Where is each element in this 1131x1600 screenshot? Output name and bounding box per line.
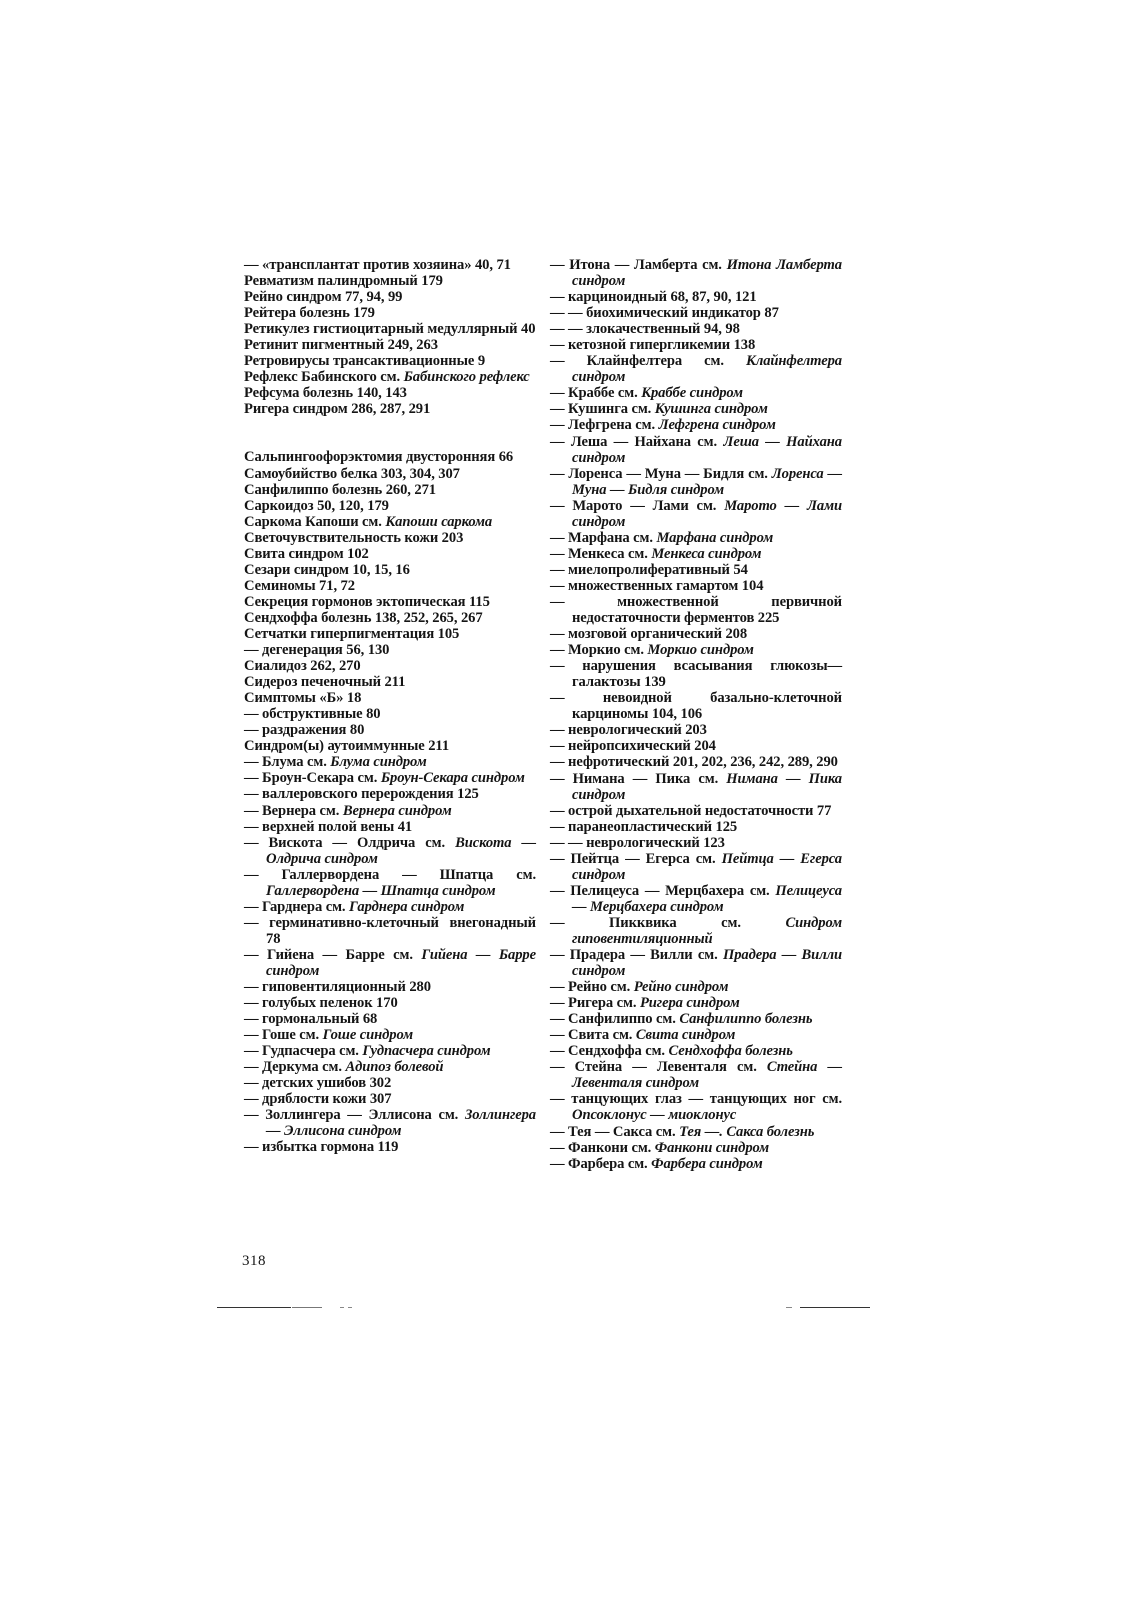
index-entry (550, 1091, 842, 1123)
index-entry (550, 1027, 842, 1043)
index-entry-text: — Краббе см. (550, 385, 642, 402)
index-entry-text: — Пелицеуса — Мерцбахера см. (550, 882, 776, 899)
index-entry (244, 995, 536, 1011)
index-cross-reference: Нимана — Пика синдром (572, 770, 843, 803)
footer-rule-right (800, 1307, 870, 1308)
index-cross-reference: Стейна — Левенталя синдром (572, 1059, 842, 1092)
index-cross-reference: Капоши саркома (385, 513, 493, 530)
index-entry (244, 1075, 536, 1091)
footer-dash-left (348, 1307, 352, 1308)
index-entry-text: — герминативно-клеточный внегонадный 78 (244, 914, 536, 947)
index-entry (550, 578, 842, 594)
index-cross-reference: Марфана синдром (656, 529, 774, 546)
index-entry (244, 482, 536, 498)
index-entry (550, 1124, 842, 1140)
index-entry (550, 819, 842, 835)
index-cross-reference: Опсоклонус — миоклонус (572, 1107, 737, 1124)
index-cross-reference: Итона Ламберта синдром (572, 257, 842, 290)
index-entry (550, 642, 842, 658)
index-entry-text: — паранеопластический 125 (550, 818, 738, 835)
index-entry (244, 369, 536, 385)
index-entry-text: — Галлервордена — Шпатца см. (244, 866, 536, 883)
index-entry-text: Саркома Капоши см. (244, 513, 386, 530)
index-entry-text: Сиалидоз 262, 270 (244, 658, 361, 675)
index-entry-text: — Лефгрена см. (550, 417, 659, 434)
index-entry (244, 738, 536, 754)
index-entry-text: — валлеровского перерождения 125 (244, 786, 479, 803)
index-entry (244, 915, 536, 947)
index-entry-text: Ретикулез гистиоцитарный медуллярный 40 (244, 321, 536, 338)
index-entry (550, 835, 842, 851)
index-cross-reference: Прадера — Вилли синдром (572, 947, 842, 980)
index-entry-text: — Марфана см. (550, 529, 657, 546)
index-entry-text: — Кушинга см. (550, 401, 655, 418)
index-entry (244, 273, 536, 289)
index-entry-text: — Гарднера см. (244, 898, 350, 915)
index-entry (244, 947, 536, 979)
index-entry-text: — мозговой органический 208 (550, 626, 748, 643)
index-entry (244, 562, 536, 578)
index-entry-text: — Сендхоффа см. (550, 1043, 669, 1060)
index-entry-text: — нефротический 201, 202, 236, 242, 289, 290 (550, 754, 838, 771)
index-entry-text: — дряблости кожи 307 (244, 1091, 392, 1108)
index-entry (244, 546, 536, 562)
index-entry (550, 1011, 842, 1027)
index-entry (550, 915, 842, 947)
index-entry (244, 1091, 536, 1107)
index-entry (550, 979, 842, 995)
index-entry (244, 899, 536, 915)
index-entry (550, 803, 842, 819)
index-entry (550, 883, 842, 915)
index-entry (550, 1156, 842, 1172)
index-cross-reference: Лефгрена синдром (658, 417, 776, 434)
index-entry-text: — Клайнфелтера см. (550, 353, 747, 370)
index-entry-text: Ригера синдром 286, 287, 291 (244, 401, 431, 418)
index-entry (244, 835, 536, 867)
index-cross-reference: Леша — Найхана синдром (572, 433, 842, 466)
index-entry-text: — Деркума см. (244, 1059, 346, 1076)
index-entry-text: — обструктивные 80 (244, 706, 381, 723)
index-cross-reference: Краббе синдром (641, 385, 743, 402)
index-entry-text: — множественных гамартом 104 (550, 577, 764, 594)
index-entry-text: — Стейна — Левенталя см. (550, 1059, 767, 1076)
index-cross-reference: Вискота — Олдрича синдром (266, 834, 536, 867)
index-entry (244, 466, 536, 482)
footer-rule-left-fade (292, 1307, 322, 1308)
index-entry-text: — карциноидный 68, 87, 90, 121 (550, 289, 757, 306)
index-cross-reference: Галлервордена — Шпатца синдром (266, 882, 496, 899)
index-entry-text: Рейно синдром 77, 94, 99 (244, 289, 403, 306)
index-entry (244, 1011, 536, 1027)
index-entry (244, 514, 536, 530)
index-entry (550, 417, 842, 433)
index-entry-text: — Пикквика см. (550, 914, 786, 931)
index-cross-reference: Менкеса синдром (651, 545, 762, 562)
index-entry (550, 434, 842, 466)
footer-rule-left (217, 1307, 291, 1308)
index-entry-text: Ретинит пигментный 249, 263 (244, 337, 438, 354)
index-column-left (244, 257, 536, 1156)
index-cross-reference: Моркио синдром (647, 642, 754, 659)
index-cross-reference: Гудпасчера синдром (362, 1043, 491, 1060)
index-entry (550, 690, 842, 722)
index-cross-reference: Кушинга синдром (654, 401, 768, 418)
index-entry (244, 770, 536, 786)
index-entry (550, 321, 842, 337)
index-entry-text: — Гоше см. (244, 1027, 323, 1044)
index-entry (550, 337, 842, 353)
index-cross-reference: Лоренса — Муна — Бидля синдром (572, 465, 842, 498)
index-entry (244, 594, 536, 610)
footer-dash-right (786, 1307, 792, 1308)
index-entry-text: Рейтера болезнь 179 (244, 305, 375, 322)
index-entry-text: Ревматизм палиндромный 179 (244, 273, 443, 290)
index-cross-reference: Тея —. Сакса болезнь (679, 1123, 815, 1140)
index-entry-text: — Золлингера — Эллисона см. (244, 1107, 465, 1124)
index-entry-text: Рефсума болезнь 140, 143 (244, 385, 407, 402)
index-entry-text: — — биохимический индикатор 87 (550, 305, 779, 322)
index-entry-text: — Моркио см. (550, 642, 648, 659)
index-entry-text: — неврологический 203 (550, 722, 707, 739)
index-entry (244, 658, 536, 674)
index-entry-text: — нейропсихический 204 (550, 738, 716, 755)
index-entry (244, 979, 536, 995)
index-entry-text: — голубых пеленок 170 (244, 995, 398, 1012)
index-entry-text: — кетозной гипергликемии 138 (550, 337, 756, 354)
index-entry-text: Самоубийство белка 303, 304, 307 (244, 465, 460, 482)
index-entry (550, 546, 842, 562)
index-cross-reference: Пелицеуса — Мерцбахера синдром (572, 882, 842, 915)
index-cross-reference: Фарбера синдром (651, 1155, 763, 1172)
index-entry (550, 1059, 842, 1091)
index-entry (244, 610, 536, 626)
index-cross-reference: Синдром гиповентиляционный (572, 914, 842, 947)
index-entry (244, 321, 536, 337)
index-cross-reference: Фанкони синдром (654, 1139, 770, 1156)
index-entry-text: Ретровирусы трансактивационные 9 (244, 353, 486, 370)
index-entry-text: — Рейно см. (550, 979, 634, 996)
index-entry (550, 1140, 842, 1156)
index-entry-text: — дегенерация 56, 130 (244, 642, 390, 659)
index-entry-text: — гормональный 68 (244, 1011, 378, 1028)
index-entry (244, 786, 536, 802)
index-entry-text: Синдром(ы) аутоиммунные 211 (244, 738, 450, 755)
index-entry (244, 1139, 536, 1155)
index-entry (550, 594, 842, 626)
index-entry (244, 803, 536, 819)
index-entry (244, 289, 536, 305)
index-entry-text: — избытка гормона 119 (244, 1139, 399, 1156)
index-cross-reference: Ригера синдром (639, 995, 740, 1012)
index-entry (244, 674, 536, 690)
index-cross-reference: Золлингера — Эллисона синдром (266, 1107, 536, 1140)
index-entry (550, 626, 842, 642)
index-entry (244, 626, 536, 642)
index-cross-reference: Бабинского рефлекс (403, 369, 530, 386)
index-entry-text: — «трансплантат против хозяина» 40, 71 (244, 257, 511, 273)
index-entry-text: — Фарбера см. (550, 1155, 652, 1172)
index-entry (550, 305, 842, 321)
index-cross-reference: Сендхоффа болезнь (668, 1043, 793, 1060)
index-entry-text: — Блума см. (244, 754, 331, 771)
index-entry (244, 305, 536, 321)
index-entry (550, 289, 842, 305)
index-entry-text: — Марото — Лами см. (550, 497, 725, 514)
index-cross-reference: Адипоз болевой (345, 1059, 444, 1076)
index-entry-text: — Вернера см. (244, 802, 343, 819)
index-entry (550, 658, 842, 690)
index-entry-text: Светочувствительность кожи 203 (244, 529, 464, 546)
index-entry (550, 1043, 842, 1059)
index-entry (550, 257, 842, 289)
index-entry (550, 498, 842, 530)
index-entry-text: Сетчатки гиперпигментация 105 (244, 625, 460, 642)
index-entry (244, 1043, 536, 1059)
index-entry (244, 385, 536, 401)
index-cross-reference: Гийена — Барре синдром (266, 946, 537, 979)
index-entry (550, 385, 842, 401)
index-entry-text: — Леша — Найхана см. (550, 433, 724, 450)
index-entry-text: — Пейтца — Егерса см. (550, 850, 722, 867)
index-cross-reference: Пейтца — Егерса синдром (572, 850, 842, 883)
index-entry (244, 706, 536, 722)
index-entry-text: — нарушения всасывания глюкозы—галактозы 139 (550, 658, 842, 691)
index-entry-text: Свита синдром 102 (244, 545, 369, 562)
index-entry-text: — раздражения 80 (244, 722, 365, 739)
index-entry-text: Рефлекс Бабинского см. (244, 369, 404, 386)
index-entry-text: Сальпингоофорэктомия двусторонняя 66 (244, 449, 514, 466)
index-entry-text: — Броун-Секара см. (244, 770, 381, 787)
index-cross-reference: Свита синдром (635, 1027, 736, 1044)
index-entry-text: Сидероз печеночный 211 (244, 674, 406, 691)
index-entry (550, 530, 842, 546)
index-entry-text: — детских ушибов 302 (244, 1075, 392, 1092)
index-entry (550, 754, 842, 770)
index-entry (244, 257, 536, 273)
index-cross-reference: Рейно синдром (633, 979, 729, 996)
index-column-right (550, 257, 842, 1172)
index-entry (550, 401, 842, 417)
index-entry-text: — — неврологический 123 (550, 834, 725, 851)
index-cross-reference: Броун-Секара синдром (380, 770, 525, 787)
index-entry-text: — Санфилиппо см. (550, 1011, 680, 1028)
index-entry (244, 722, 536, 738)
index-entry-text: — Фанкони см. (550, 1139, 655, 1156)
index-entry-text: — множественной первичной недостаточности ферментов 225 (550, 593, 842, 627)
index-entry-text: — верхней полой вены 41 (244, 818, 413, 835)
index-cross-reference: Марото — Лами синдром (572, 497, 842, 530)
index-entry-text: — Гийена — Барре см. (244, 946, 422, 963)
index-entry (244, 530, 536, 546)
index-entry-text: — миелопролиферативный 54 (550, 561, 748, 578)
index-entry-text: — острой дыхательной недостаточности 77 (550, 802, 832, 819)
index-entry-text: — Нимана — Пика см. (550, 770, 727, 787)
index-entry-text: — Итона — Ламберта см. (550, 257, 727, 273)
index-cross-reference: Вернера синдром (342, 802, 452, 819)
index-entry (244, 337, 536, 353)
index-entry (244, 642, 536, 658)
index-entry (550, 738, 842, 754)
index-entry (244, 867, 536, 899)
index-entry-text: — Прадера — Вилли см. (550, 947, 723, 964)
page-number: 318 (242, 1253, 266, 1269)
index-entry (244, 690, 536, 706)
index-cross-reference: Блума синдром (330, 754, 427, 771)
index-entry-text: Секреция гормонов эктопическая 115 (244, 593, 490, 610)
index-entry-text: — гиповентиляционный 280 (244, 979, 431, 996)
index-entry (550, 466, 842, 498)
index-entry (550, 353, 842, 385)
index-entry-text: Семиномы 71, 72 (244, 577, 355, 594)
index-entry-text: Саркоидоз 50, 120, 179 (244, 497, 389, 514)
index-entry-text: — невоидной базально-клеточной карциномы 104, 106 (550, 690, 842, 723)
index-entry-text: Симптомы «Б» 18 (244, 690, 362, 707)
index-entry-text: Сезари синдром 10, 15, 16 (244, 561, 410, 578)
index-entry (244, 754, 536, 770)
index-entry-text: — Свита см. (550, 1027, 636, 1044)
index-entry-text: — Менкеса см. (550, 545, 652, 562)
index-entry-text: — Лоренса — Муна — Бидля см. (550, 465, 772, 482)
index-entry-text: — — злокачественный 94, 98 (550, 321, 740, 338)
index-entry (244, 449, 536, 465)
index-entry-text: — Гудпасчера см. (244, 1043, 363, 1060)
index-cross-reference: Гоше синдром (322, 1027, 414, 1044)
letter-section-gap (244, 417, 536, 449)
index-entry (244, 819, 536, 835)
index-cross-reference: Клайнфелтера синдром (572, 353, 842, 386)
index-entry (244, 498, 536, 514)
index-entry (550, 995, 842, 1011)
index-entry (550, 562, 842, 578)
index-entry-text: — Ригера см. (550, 995, 640, 1012)
index-entry (244, 353, 536, 369)
index-entry-text: — Тея — Сакса см. (550, 1123, 680, 1140)
index-cross-reference: Гарднера синдром (349, 898, 465, 915)
index-entry (550, 722, 842, 738)
index-entry (550, 851, 842, 883)
index-cross-reference: Санфилиппо болезнь (679, 1011, 813, 1028)
index-entry-text: Санфилиппо болезнь 260, 271 (244, 481, 436, 498)
index-entry-text: — танцующих глаз — танцующих ног см. (550, 1091, 842, 1108)
index-entry (244, 1027, 536, 1043)
index-entry (244, 1059, 536, 1075)
index-entry (550, 771, 842, 803)
index-entry (244, 578, 536, 594)
index-entry (550, 947, 842, 979)
footer-dash-left (340, 1307, 344, 1308)
index-entry-text: — Вискота — Олдрича см. (244, 834, 456, 851)
index-entry (244, 1107, 536, 1139)
index-entry-text: Сендхоффа болезнь 138, 252, 265, 267 (244, 609, 483, 626)
index-entry (244, 401, 536, 417)
